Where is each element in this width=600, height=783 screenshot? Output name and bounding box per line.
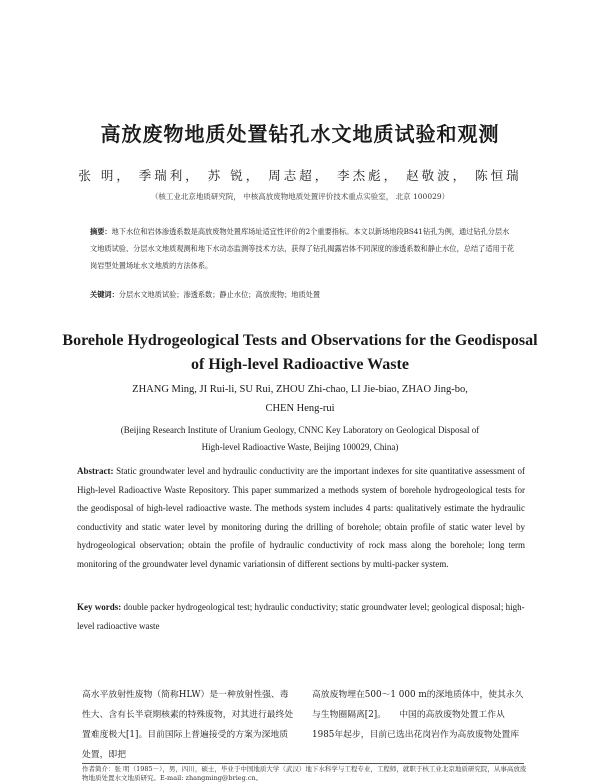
english-title-line-2: of High-level Radioactive Waste xyxy=(191,356,409,373)
english-title xyxy=(60,329,540,377)
footnote-divider xyxy=(82,763,524,764)
english-affiliation-line-2: High-level Radioactive Waste, Beijing 100029, China) xyxy=(201,442,399,452)
english-abstract-text: Static groundwater level and hydraulic conductivity are the important indexes for site quantitative assessment of High-level Radioactive Waste Repository. This paper summarized a methods system of borehole hydrogeological tests for the geodisposal of high-level radioactive waste. The methods system includes 4 parts: qualitatively estimate the hydraulic conductivity and static water level by monitoring during the drilling of borehole; obtain profile of static water level by hydrogeological observation; obtain the profile of hydraulic conductivity of rock mass along the borehole; long term monitoring of the groundwater level dynamic variationsin of different sections by multi-packer system. xyxy=(77,466,525,569)
english-title-line-1: Borehole Hydrogeological Tests and Observations for the Geodisposal xyxy=(62,332,538,349)
english-abstract-label: Abstract: xyxy=(77,466,114,476)
english-authors xyxy=(60,380,540,418)
body-column-left: 高水平放射性废物（简称HLW）是一种放射性强、毒性大、含有长半衰期核素的特殊废物，对其进行最终处置难度极大[1]。目前国际上普遍接受的方案为深地质处置，即把 xyxy=(82,690,294,760)
english-authors-line-1: ZHANG Ming, JI Rui-li, SU Rui, ZHOU Zhi-chao, LI Jie-biao, ZHAO Jing-bo, xyxy=(132,384,468,395)
english-affiliation xyxy=(60,422,540,456)
chinese-keywords xyxy=(90,290,515,300)
chinese-keywords-label: 关键词： xyxy=(90,290,119,299)
english-authors-line-2: CHEN Heng-rui xyxy=(265,403,335,414)
chinese-abstract-text: 地下水位和岩体渗透系数是高放废物处置库场址适宜性评价的2个重要指标。本文以新场地段BS41钻孔为例，通过钻孔分层水文地质试验、分层水文地质观测和地下水动态监测等技术方法，获得了钻孔揭露岩体不同深度的渗透系数和静止水位，总结了适用于花岗岩型处置场址水文地质的方法体系。 xyxy=(90,227,515,270)
english-keywords-text: double packer hydrogeological test; hydraulic conductivity; static groundwater level; geological disposal; high-level radioactive waste xyxy=(77,602,525,631)
chinese-affiliation: （核工业北京地质研究院， 中核高放废物地质处置评价技术重点实验室， 北京 100029） xyxy=(150,192,450,201)
english-keywords xyxy=(77,598,525,635)
chinese-abstract xyxy=(90,223,515,274)
english-keywords-label: Key words: xyxy=(77,602,122,612)
chinese-title: 高放废物地质处置钻孔水文地质试验和观测 xyxy=(100,122,500,146)
english-abstract xyxy=(77,462,525,573)
chinese-abstract-label: 摘要： xyxy=(90,227,112,236)
body-column-right: 高放废物埋在500～1 000 m的深地质体中，使其永久与生物圈隔离[2]。 中国的高放废物处置工作从1985年起步，目前已选出花岗岩作为高放废物处置库 xyxy=(312,690,524,740)
author-footnote: 作者简介：张 明（1985－），男，四川，硕士，毕业于中国地质大学（武汉）地下水科学与工程专业，工程师，就职于核工业北京地质研究院，从事高放废物地质处置水文地质研究。E-mail: zhangming@brieg.cn。 xyxy=(82,765,527,782)
english-affiliation-line-1: (Beijing Research Institute of Uranium Geology, CNNC Key Laboratory on Geological Disposal of xyxy=(120,425,480,435)
chinese-keywords-text: 分层水文地质试验；渗透系数；静止水位；高放废物；地质处置 xyxy=(118,290,321,299)
chinese-authors: 张 明， 季瑞利， 苏 锐， 周志超， 李杰彪， 赵敬波， 陈恒瑞 xyxy=(78,168,522,183)
